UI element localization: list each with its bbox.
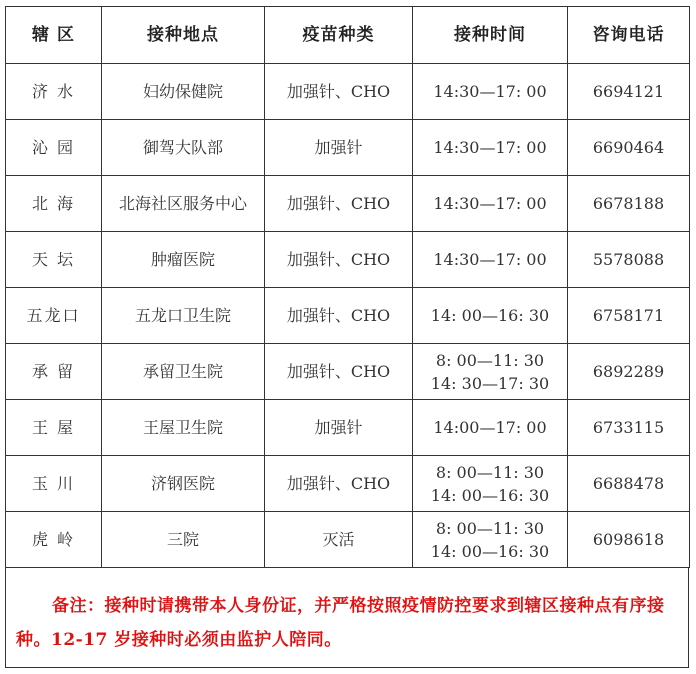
site-cell: 济钢医院: [102, 456, 265, 512]
vaccine-type-cell: 加强针: [265, 400, 413, 456]
vaccine-type-cell: 加强针、CHO: [265, 288, 413, 344]
phone-cell: 6098618: [568, 512, 690, 568]
time-cell: [413, 288, 568, 344]
site-cell: 三院: [102, 512, 265, 568]
time-line: 8: 00—11: 30: [435, 462, 545, 482]
table-row: [6, 288, 690, 344]
district-cell: 承 留: [6, 344, 102, 400]
header-district: 辖 区: [6, 7, 102, 64]
table-row: [6, 176, 690, 232]
vaccination-schedule-sheet: [5, 6, 689, 669]
district-cell: 济 水: [6, 64, 102, 120]
phone-cell: 6678188: [568, 176, 690, 232]
phone-cell: 5578088: [568, 232, 690, 288]
phone-cell: 6690464: [568, 120, 690, 176]
district-cell: 天 坛: [6, 232, 102, 288]
time-cell: [413, 64, 568, 120]
note-box: [5, 568, 689, 668]
time-line: 14: 00—16: 30: [430, 541, 550, 561]
site-cell: 御驾大队部: [102, 120, 265, 176]
time-cell: [413, 176, 568, 232]
vaccine-type-cell: 加强针、CHO: [265, 176, 413, 232]
district-cell: 沁 园: [6, 120, 102, 176]
time-cell: [413, 400, 568, 456]
table-row: [6, 120, 690, 176]
table-header-row: [6, 7, 690, 64]
time-line: 14: 00—16: 30: [430, 306, 550, 325]
district-cell: 玉 川: [6, 456, 102, 512]
table-row: [6, 232, 690, 288]
table-body: [6, 64, 690, 568]
site-cell: 承留卫生院: [102, 344, 265, 400]
site-cell: 王屋卫生院: [102, 400, 265, 456]
time-cell: [413, 120, 568, 176]
district-cell: 王 屋: [6, 400, 102, 456]
site-cell: 妇幼保健院: [102, 64, 265, 120]
time-line: 14: 30—17: 30: [430, 373, 550, 393]
header-site: 接种地点: [102, 7, 265, 64]
time-line: 14:30—17: 00: [433, 250, 547, 269]
vaccine-type-cell: 加强针: [265, 120, 413, 176]
vaccine-type-cell: 加强针、CHO: [265, 456, 413, 512]
header-vaccine-type: 疫苗种类: [265, 7, 413, 64]
time-line: 14: 00—16: 30: [430, 485, 550, 505]
district-cell: 虎 岭: [6, 512, 102, 568]
phone-cell: 6758171: [568, 288, 690, 344]
vaccine-type-cell: 加强针、CHO: [265, 64, 413, 120]
table-row: [6, 512, 690, 568]
time-cell: [413, 232, 568, 288]
time-line: 8: 00—11: 30: [435, 518, 545, 538]
time-cell: [413, 512, 568, 568]
vaccination-schedule-table: [5, 6, 690, 568]
time-cell: [413, 456, 568, 512]
table-row: [6, 64, 690, 120]
district-cell: 五龙口: [6, 288, 102, 344]
district-cell: 北 海: [6, 176, 102, 232]
table-row: [6, 344, 690, 400]
phone-cell: 6892289: [568, 344, 690, 400]
note-text: 备注：接种时请携带本人身份证，并严格按照疫情防控要求到辖区接种点有序接种。12-17 岁接种时必须由监护人陪同。: [16, 596, 665, 650]
time-line: 14:30—17: 00: [433, 194, 547, 213]
time-line: 14:00—17: 00: [433, 418, 547, 437]
time-line: 14:30—17: 00: [433, 138, 547, 157]
vaccine-type-cell: 加强针、CHO: [265, 344, 413, 400]
phone-cell: 6694121: [568, 64, 690, 120]
phone-cell: 6688478: [568, 456, 690, 512]
site-cell: 北海社区服务中心: [102, 176, 265, 232]
table-row: [6, 456, 690, 512]
time-cell: [413, 344, 568, 400]
header-time: 接种时间: [413, 7, 568, 64]
site-cell: 五龙口卫生院: [102, 288, 265, 344]
time-line: 14:30—17: 00: [433, 82, 547, 101]
vaccine-type-cell: 加强针、CHO: [265, 232, 413, 288]
table-row: [6, 400, 690, 456]
site-cell: 肿瘤医院: [102, 232, 265, 288]
phone-cell: 6733115: [568, 400, 690, 456]
vaccine-type-cell: 灭活: [265, 512, 413, 568]
time-line: 8: 00—11: 30: [435, 350, 545, 370]
header-phone: 咨询电话: [568, 7, 690, 64]
